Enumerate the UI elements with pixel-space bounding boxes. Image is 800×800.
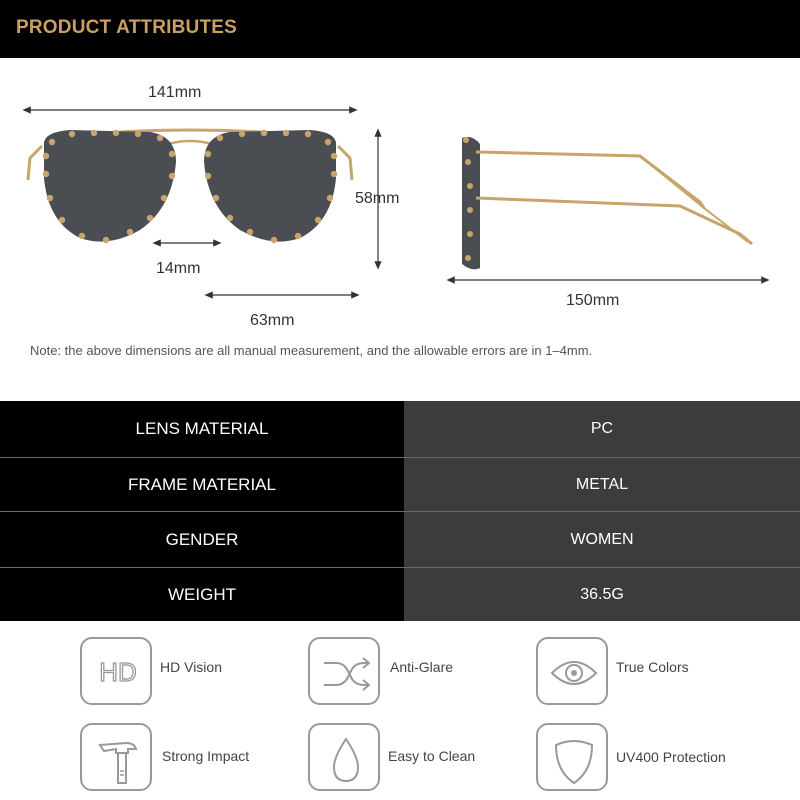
lens-height-label: 58mm	[355, 190, 400, 207]
table-row	[0, 512, 800, 567]
features-section	[0, 621, 800, 800]
attr-label-gender: GENDER	[0, 512, 404, 567]
water-drop-icon	[308, 723, 380, 791]
measurement-note: Note: the above dimensions are all manual measurement, and the allowable errors are in 1–4mm.	[30, 343, 593, 358]
attribute-table	[0, 401, 800, 621]
temple-length-label: 150mm	[566, 292, 620, 309]
shuffle-arrows-icon	[308, 637, 380, 705]
right-temple	[338, 146, 352, 180]
table-row	[0, 401, 800, 457]
total-width-label: 141mm	[148, 84, 202, 101]
attr-value-gender: WOMEN	[404, 512, 800, 567]
bridge-label: 14mm	[156, 260, 201, 277]
lens-width-label: 63mm	[250, 312, 295, 329]
page-title: PRODUCT ATTRIBUTES	[16, 17, 238, 38]
hd-icon	[80, 637, 152, 705]
feature-label-uv400-protection: UV400 Protection	[616, 749, 726, 765]
table-row	[0, 568, 800, 621]
bridge	[168, 141, 212, 144]
eye-icon	[536, 637, 608, 705]
feature-label-strong-impact: Strong Impact	[162, 748, 250, 764]
attr-label-weight: WEIGHT	[0, 568, 404, 621]
hammer-icon	[80, 723, 152, 791]
svg-text:HD: HD	[99, 657, 137, 687]
side-temple-tip	[640, 156, 748, 242]
attr-label-frame-material: FRAME MATERIAL	[0, 458, 404, 511]
side-temple-lower	[476, 198, 752, 244]
table-row	[0, 458, 800, 511]
feature-label-true-colors: True Colors	[616, 659, 689, 675]
shield-icon	[536, 723, 608, 791]
feature-label-anti-glare: Anti-Glare	[390, 659, 454, 675]
dimension-diagram	[0, 58, 800, 400]
header-bar	[0, 0, 800, 58]
left-lens	[44, 130, 176, 242]
left-temple	[28, 146, 42, 180]
right-lens	[204, 130, 336, 242]
attr-value-lens-material: PC	[404, 401, 800, 457]
feature-label-hd-vision: HD Vision	[160, 659, 222, 675]
feature-label-easy-to-clean: Easy to Clean	[388, 748, 476, 764]
attr-label-lens-material: LENS MATERIAL	[0, 401, 404, 457]
side-lens	[462, 137, 480, 269]
attr-value-frame-material: METAL	[404, 458, 800, 511]
attr-value-weight: 36.5G	[404, 568, 800, 621]
